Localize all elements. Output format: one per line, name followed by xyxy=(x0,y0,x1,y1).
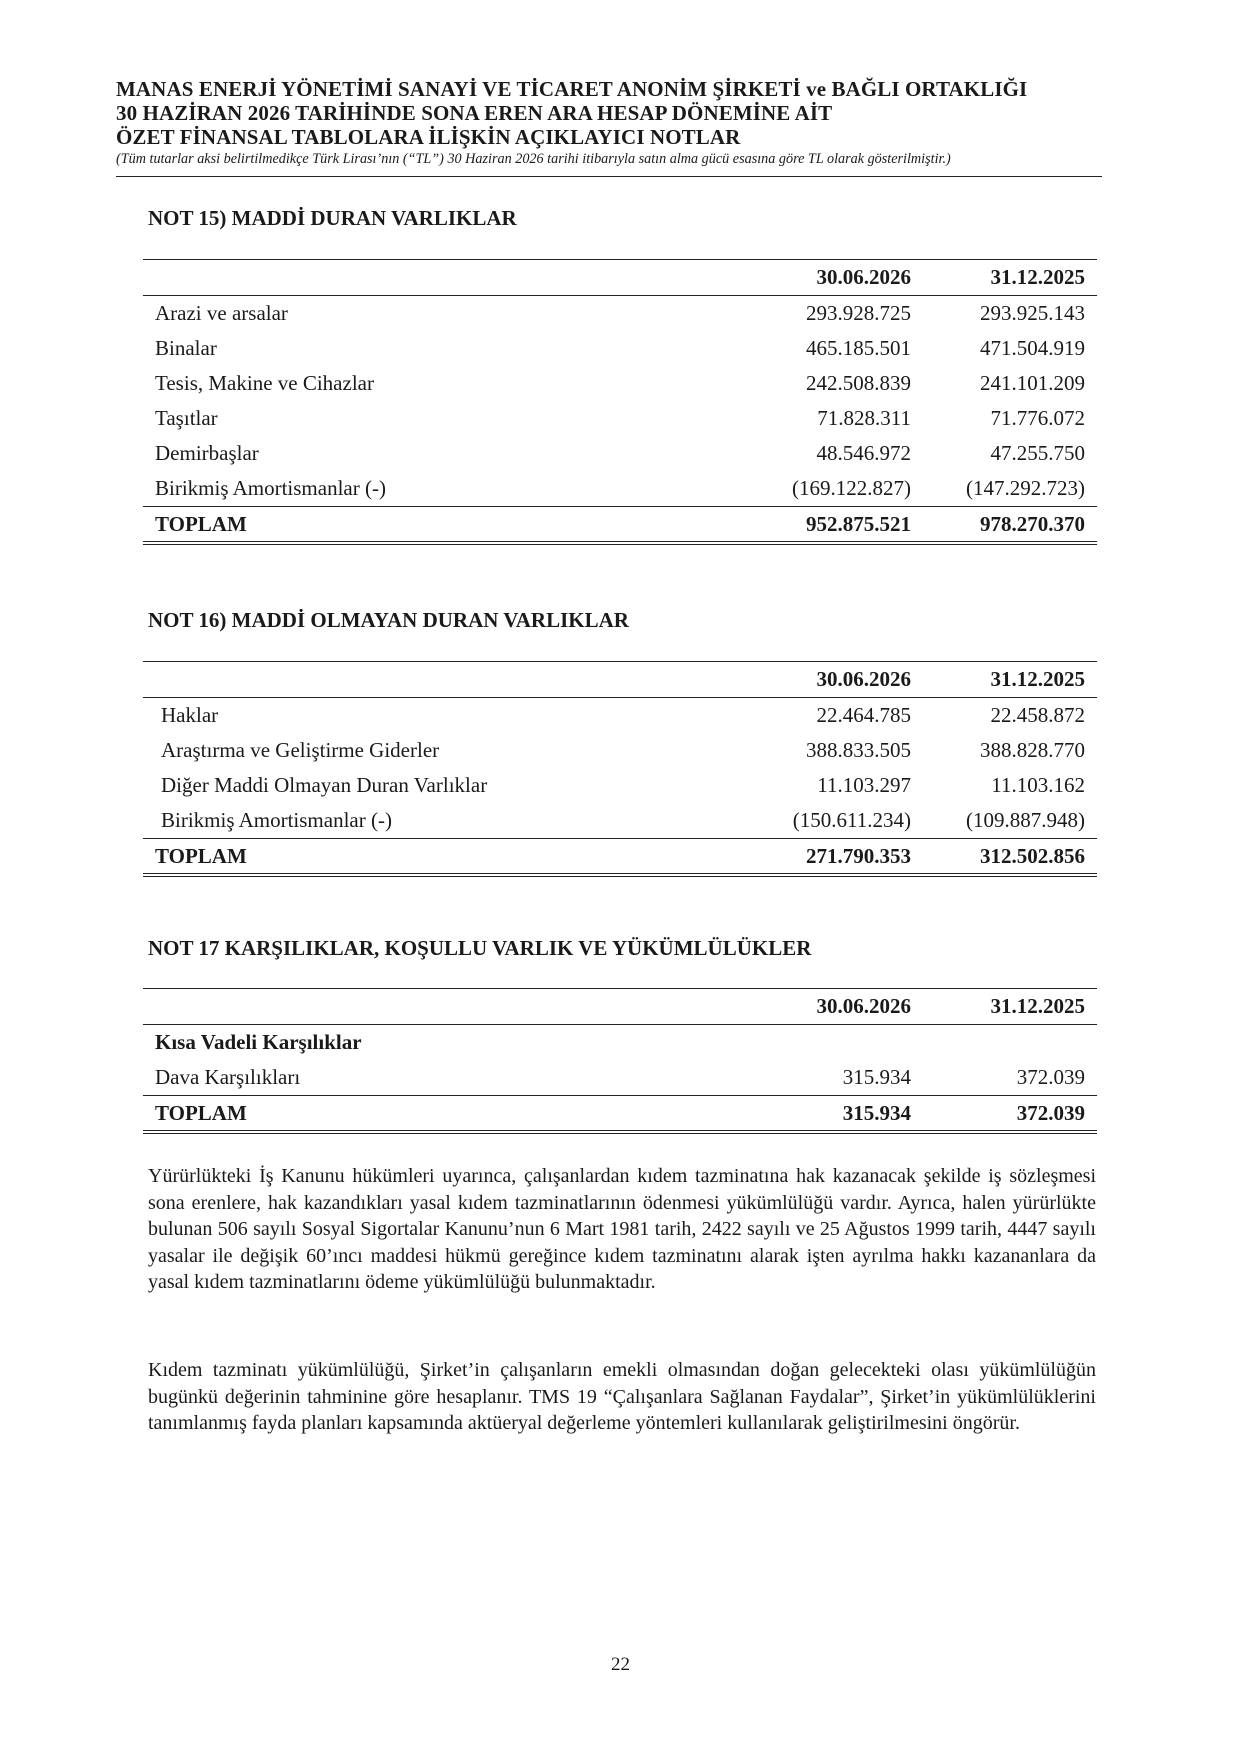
table-header-row xyxy=(143,260,1097,296)
total-value-2025: 978.270.370 xyxy=(911,507,1097,544)
row-label: Dava Karşılıkları xyxy=(155,1065,301,1089)
total-value-2026: 952.875.521 xyxy=(711,507,911,544)
row-label: Birikmiş Amortismanlar (-) xyxy=(155,476,386,500)
row-value-2025: 241.101.209 xyxy=(980,371,1085,395)
note17-title: NOT 17 KARŞILIKLAR, KOŞULLU VARLIK VE YÜKÜMLÜLÜKLER xyxy=(148,936,812,960)
total-value-2026: 271.790.353 xyxy=(711,839,911,876)
total-label: TOPLAM xyxy=(143,1096,711,1133)
row-value-2026: 71.828.311 xyxy=(817,406,911,430)
row-value-2025: 293.925.143 xyxy=(980,301,1085,325)
row-label: Demirbaşlar xyxy=(155,441,259,465)
row-label: Haklar xyxy=(161,703,219,727)
table-row xyxy=(143,296,1097,332)
total-value-2026: 315.934 xyxy=(711,1096,911,1133)
company-name: MANAS ENERJİ YÖNETİMİ SANAYİ VE TİCARET ANONİM ŞİRKETİ ve BAĞLI ORTAKLIĞI xyxy=(116,77,1028,101)
row-value-2025: 471.504.919 xyxy=(980,336,1085,360)
row-value-2026: 22.464.785 xyxy=(816,703,911,727)
page-header xyxy=(116,77,1102,169)
total-row xyxy=(143,1096,1097,1133)
row-value-2026: 315.934 xyxy=(842,1065,911,1089)
row-value-2025: 47.255.750 xyxy=(990,441,1085,465)
table-row xyxy=(143,768,1097,803)
row-value-2025: (147.292.723) xyxy=(966,476,1085,500)
total-value-2025: 372.039 xyxy=(911,1096,1097,1133)
column-header-2026: 30.06.2026 xyxy=(711,662,911,698)
row-label: Birikmiş Amortismanlar (-) xyxy=(161,808,392,832)
section-subheading-row xyxy=(143,1025,1097,1061)
table-row xyxy=(143,803,1097,839)
section-subheading: Kısa Vadeli Karşılıklar xyxy=(155,1030,362,1054)
currency-note: (Tüm tutarlar aksi belirtilmedikçe Türk Lirası’nın (“TL”) 30 Haziran 2026 tarihi itibarıyla satın alma gücü esasına göre TL olarak gösterilmiştir.) xyxy=(116,151,951,167)
row-value-2026: (169.122.827) xyxy=(792,476,911,500)
period-title: 30 HAZİRAN 2026 TARİHİNDE SONA EREN ARA HESAP DÖNEMİNE AİT xyxy=(116,101,833,125)
row-value-2026: (150.611.234) xyxy=(792,808,911,832)
table-header-row xyxy=(143,662,1097,698)
column-header-2025: 31.12.2025 xyxy=(911,260,1097,296)
table-row xyxy=(143,436,1097,471)
table-row xyxy=(143,733,1097,768)
note17-table xyxy=(143,988,1097,1134)
row-value-2025: 372.039 xyxy=(1016,1065,1085,1089)
table-row xyxy=(143,698,1097,734)
severance-paragraph-2: Kıdem tazminatı yükümlülüğü, Şirket’in çalışanların emekli olmasından doğan gelecekteki olası yükümlülüğün bugünkü değerinin tahminine göre hesaplanır. TMS 19 “Çalışanlara Sağlanan Faydalar”, Şirket’in yükümlülüklerini tanımlanmış fayda planları kapsamında aktüeryal değerleme yöntemleri kullanılarak geliştirilmesini öngörür. xyxy=(148,1359,1096,1434)
table-row xyxy=(143,401,1097,436)
page-number: 22 xyxy=(611,1654,630,1675)
row-value-2026: 465.185.501 xyxy=(806,336,911,360)
total-value-2025: 312.502.856 xyxy=(911,839,1097,876)
row-value-2026: 11.103.297 xyxy=(817,773,911,797)
row-label: Arazi ve arsalar xyxy=(155,301,288,325)
row-value-2026: 48.546.972 xyxy=(816,441,911,465)
row-label: Tesis, Makine ve Cihazlar xyxy=(155,371,374,395)
row-value-2025: 11.103.162 xyxy=(991,773,1085,797)
column-header-2026: 30.06.2026 xyxy=(711,989,911,1025)
table-header-row xyxy=(143,989,1097,1025)
note16-title: NOT 16) MADDİ OLMAYAN DURAN VARLIKLAR xyxy=(148,608,629,632)
table-row xyxy=(143,1060,1097,1096)
header-rule xyxy=(116,176,1102,177)
column-header-2026: 30.06.2026 xyxy=(711,260,911,296)
column-header-2025: 31.12.2025 xyxy=(911,989,1097,1025)
note15-table xyxy=(143,259,1097,545)
column-header-2025: 31.12.2025 xyxy=(911,662,1097,698)
note15-title: NOT 15) MADDİ DURAN VARLIKLAR xyxy=(148,206,517,230)
row-label: Diğer Maddi Olmayan Duran Varlıklar xyxy=(161,773,488,797)
table-row xyxy=(143,331,1097,366)
row-value-2025: 388.828.770 xyxy=(980,738,1085,762)
total-row xyxy=(143,839,1097,876)
row-value-2025: 71.776.072 xyxy=(990,406,1085,430)
row-label: Araştırma ve Geliştirme Giderler xyxy=(161,738,440,762)
row-value-2026: 242.508.839 xyxy=(806,371,911,395)
table-row xyxy=(143,366,1097,401)
row-label: Binalar xyxy=(155,336,217,360)
report-title: ÖZET FİNANSAL TABLOLARA İLİŞKİN AÇIKLAYICI NOTLAR xyxy=(116,125,741,149)
total-row xyxy=(143,507,1097,544)
row-value-2025: 22.458.872 xyxy=(990,703,1085,727)
severance-paragraph-1: Yürürlükteki İş Kanunu hükümleri uyarınca, çalışanlardan kıdem tazminatına hak kazanacak şekilde iş sözleşmesi sona erenlere, hak kazandıkları yasal kıdem tazminatlarının ödenmesi yükümlülüğü vardır. Ayrıca, halen yürürlükte bulunan 506 sayılı Sosyal Sigortalar Kanunu’nun 6 Mart 1981 tarih, 2422 sayılı ve 25 Ağustos 1999 tarih, 4447 sayılı yasalar ile değişik 60’ıncı maddesi hükmü gereğince kıdem tazminatını alarak işten ayrılma hakkı kazananlara da yasal kıdem tazminatlarını ödeme yükümlülüğü bulunmaktadır. xyxy=(148,1165,1096,1293)
row-value-2025: (109.887.948) xyxy=(966,808,1085,832)
table-row xyxy=(143,471,1097,507)
row-value-2026: 293.928.725 xyxy=(806,301,911,325)
total-label: TOPLAM xyxy=(143,507,711,544)
row-value-2026: 388.833.505 xyxy=(806,738,911,762)
row-label: Taşıtlar xyxy=(155,406,218,430)
note16-table xyxy=(143,661,1097,877)
total-label: TOPLAM xyxy=(143,839,711,876)
